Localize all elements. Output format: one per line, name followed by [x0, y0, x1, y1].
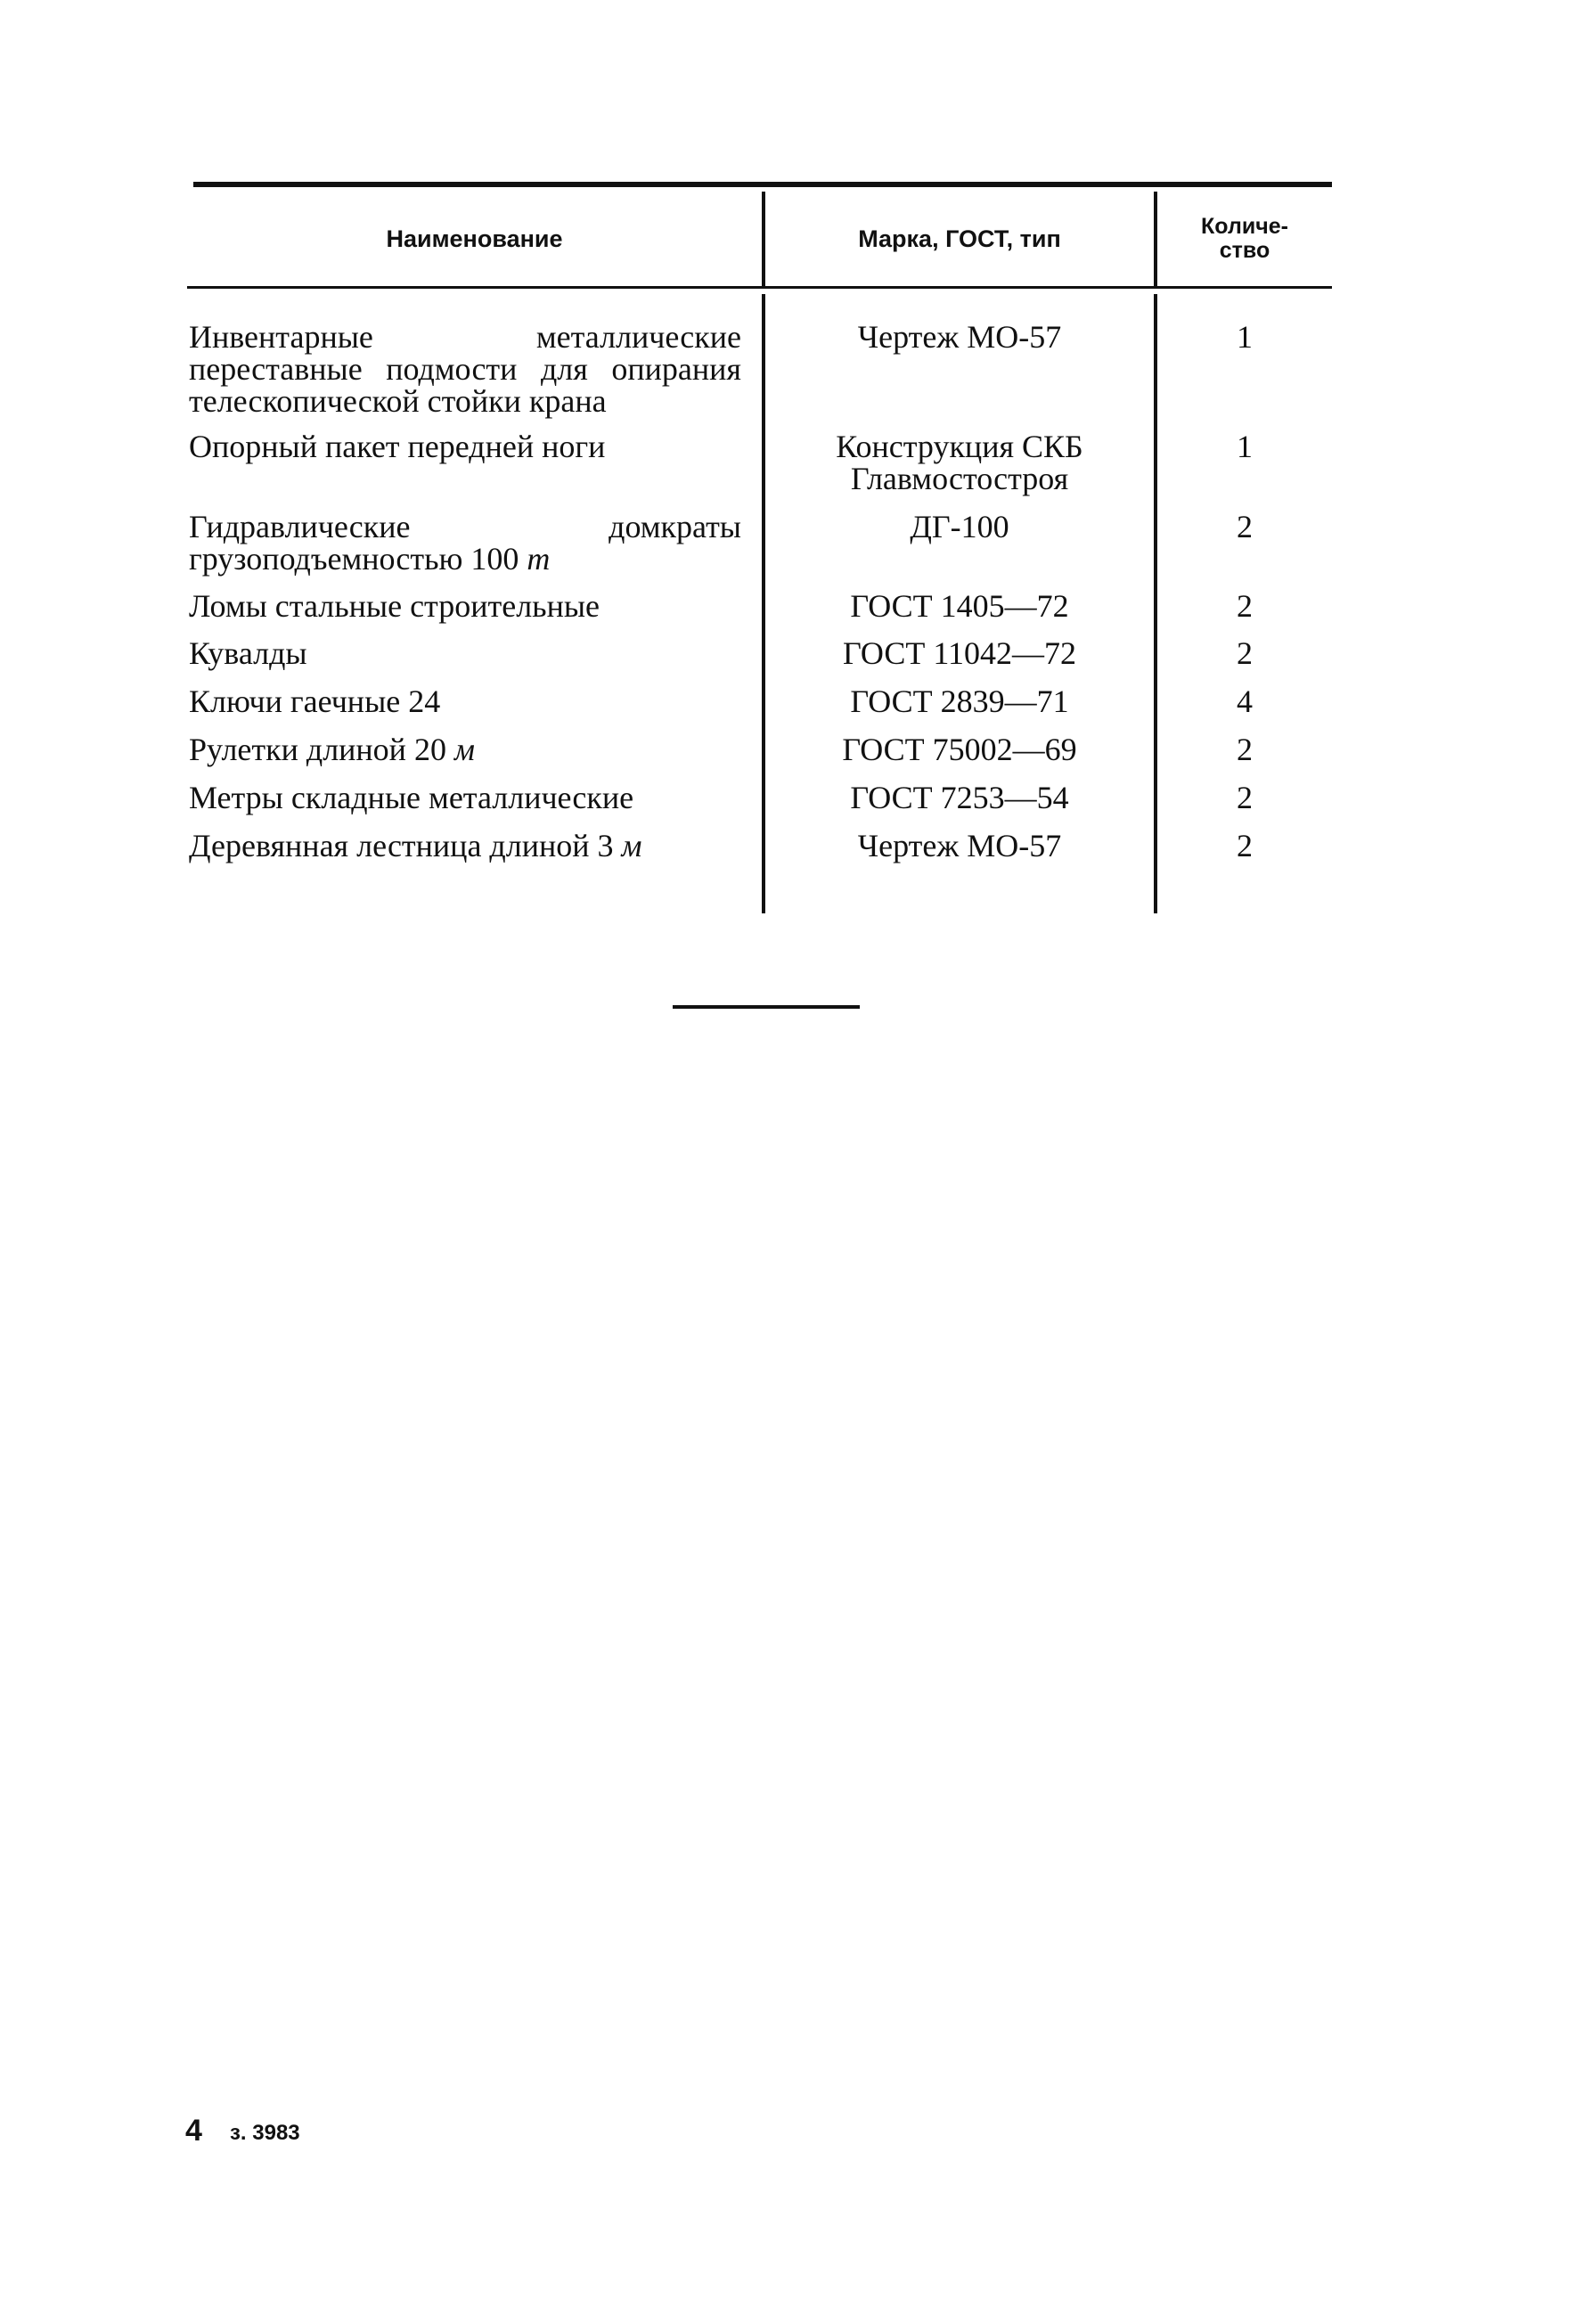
header-name-label: Наименование	[386, 225, 563, 252]
header-name	[187, 191, 762, 287]
row-quantity: 4	[1237, 683, 1253, 719]
row-mark-line2: Главмостостроя	[850, 461, 1069, 496]
row-mark: ГОСТ 75002—69	[842, 732, 1077, 767]
row-name-unit: м	[453, 732, 475, 767]
header-mark-label: Марка, ГОСТ, тип	[858, 225, 1061, 252]
row-quantity: 2	[1237, 828, 1253, 863]
header-mark	[765, 191, 1154, 287]
section-end-rule	[673, 1005, 860, 1009]
row-name: Ключи гаечные 24	[189, 683, 441, 719]
row-quantity: 2	[1237, 732, 1253, 767]
page-number: 4	[185, 2114, 202, 2148]
row-mark: Чертеж МО-57	[857, 828, 1062, 863]
row-name-text: Деревянная лестница длиной 3	[189, 828, 614, 863]
print-order-number: з. 3983	[230, 2121, 300, 2145]
row-name: Кувалды	[189, 635, 307, 671]
column-divider	[1154, 192, 1157, 287]
header-quantity-line1: Количе-	[1201, 214, 1288, 239]
row-name: Ломы стальные строительные	[189, 588, 600, 624]
row-quantity: 2	[1237, 588, 1253, 624]
row-mark-line1: Конструкция СКБ	[836, 429, 1083, 464]
row-quantity: 1	[1237, 319, 1253, 355]
column-divider	[762, 192, 765, 287]
equipment-table	[187, 178, 1332, 913]
row-mark: ГОСТ 1405—72	[850, 588, 1069, 624]
row-name-unit: м	[621, 828, 642, 863]
row-mark	[765, 430, 1154, 495]
row-quantity: 2	[1237, 635, 1253, 671]
row-mark: Чертеж МО-57	[857, 319, 1062, 355]
header-quantity-line2: ство	[1219, 238, 1270, 263]
row-mark: ДГ-100	[910, 509, 1009, 544]
row-name-text: Гидравлические домкраты грузоподъемностью 100	[189, 509, 741, 577]
row-quantity: 2	[1237, 509, 1253, 544]
row-name: Инвентарные металлические переставные подмости для опирания телескопической стойки крана	[189, 319, 741, 419]
header-bottom-rule	[187, 286, 1332, 289]
row-mark: ГОСТ 2839—71	[850, 683, 1069, 719]
row-name: Опорный пакет передней ноги	[189, 429, 606, 464]
row-name: Метры складные металлические	[189, 780, 634, 815]
row-name	[189, 830, 741, 862]
row-name	[189, 733, 741, 765]
row-quantity: 1	[1237, 429, 1253, 464]
header-quantity	[1157, 191, 1332, 287]
row-mark: ГОСТ 7253—54	[850, 780, 1069, 815]
row-name-unit: т	[527, 541, 551, 577]
row-name-text: Рулетки длиной 20	[189, 732, 446, 767]
table-top-rule	[193, 182, 1332, 187]
row-quantity: 2	[1237, 780, 1253, 815]
row-mark: ГОСТ 11042—72	[842, 635, 1077, 671]
row-name	[189, 511, 741, 575]
